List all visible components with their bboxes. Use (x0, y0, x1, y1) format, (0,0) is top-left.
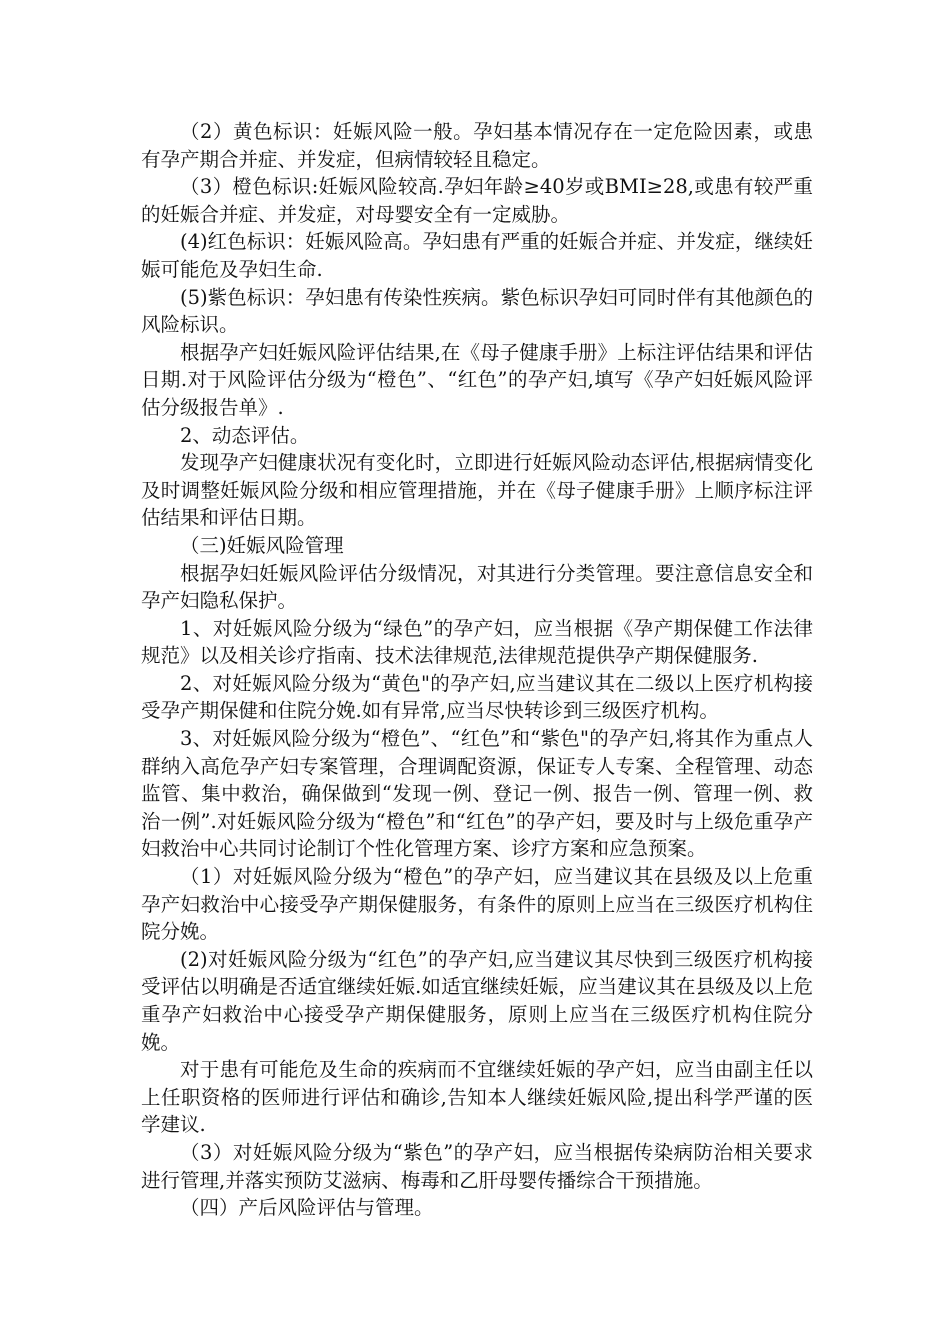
paragraph-high-risk-management: 3、对妊娠风险分级为“橙色”、“红色”和“紫色"的孕产妇,将其作为重点人群纳入高危孕产妇专案管理，合理调配资源，保证专人专案、全程管理、动态监管、集中救治，确保做到“发现一例、登记一例、报告一例、管理一例、救治一例”.对妊娠风险分级为“橙色”和“红色”的孕产妇，要及时与上级危重孕产妇救治中心共同讨论制订个性化管理方案、诊疗方案和应急预案。 (141, 727, 813, 861)
paragraph-green-management: 1、对妊娠风险分级为“绿色”的孕产妇，应当根据《孕产期保健工作法律规范》以及相关诊疗指南、技术法律规范,法律规范提供孕产期保健服务. (141, 616, 813, 668)
paragraph-red-management: (2)对妊娠风险分级为“红色”的孕产妇,应当建议其尽快到三级医疗机构接受评估以明确是否适宜继续妊娠.如适宜继续妊娠，应当建议其在县级及以上危重孕产妇救治中心接受孕产期保健服务，原则上应当在三级医疗机构住院分娩。 (141, 947, 813, 1054)
paragraph-life-threatening: 对于患有可能危及生命的疾病而不宜继续妊娠的孕产妇，应当由副主任以上任职资格的医师进行评估和确诊,告知本人继续妊娠风险,提出科学严谨的医学建议. (141, 1058, 813, 1137)
heading-risk-management: （三)妊娠风险管理 (180, 533, 344, 557)
paragraph-orange-level: （3）橙色标识:妊娠风险较高.孕妇年龄≥40岁或BMI≥28,或患有较严重的妊娠合并症、并发症，对母婴安全有一定威胁。 (141, 175, 813, 226)
paragraph-dynamic-assessment: 发现孕产妇健康状况有变化时，立即进行妊娠风险动态评估,根据病情变化及时调整妊娠风险分级和相应管理措施，并在《母子健康手册》上顺序标注评估结果和评估日期。 (141, 451, 813, 530)
paragraph-classified-management: 根据孕妇妊娠风险评估分级情况，对其进行分类管理。要注意信息安全和孕产妇隐私保护。 (141, 561, 813, 613)
paragraph-purple-management: （3）对妊娠风险分级为“紫色”的孕产妇，应当根据传染病防治相关要求进行管理,并落实预防艾滋病、梅毒和乙肝母婴传播综合干预措施。 (141, 1140, 813, 1192)
paragraph-yellow-level: （2）黄色标识：妊娠风险一般。孕妇基本情况存在一定危险因素，或患有孕产期合并症、并发症，但病情较轻且稳定。 (141, 120, 813, 171)
paragraph-yellow-management: 2、对妊娠风险分级为“黄色"的孕产妇,应当建议其在二级以上医疗机构接受孕产期保健和住院分娩.如有异常,应当尽快转诊到三级医疗机构。 (141, 671, 813, 723)
paragraph-purple-level: (5)紫色标识：孕妇患有传染性疾病。紫色标识孕妇可同时伴有其他颜色的风险标识。 (141, 285, 813, 337)
heading-dynamic-assessment: 2、动态评估。 (180, 423, 310, 447)
paragraph-assessment-record: 根据孕产妇妊娠风险评估结果,在《母子健康手册》上标注评估结果和评估日期.对于风险评估分级为“橙色”、“红色”的孕产妇,填写《孕产妇妊娠风险评估分级报告单》. (141, 340, 813, 419)
heading-postpartum-risk: （四）产后风险评估与管理。 (180, 1196, 434, 1220)
paragraph-orange-management: （1）对妊娠风险分级为“橙色”的孕产妇，应当建议其在县级及以上危重孕产妇救治中心接受孕产期保健服务，有条件的原则上应当在三级医疗机构住院分娩。 (141, 865, 813, 944)
paragraph-red-level: (4)红色标识：妊娠风险高。孕妇患有严重的妊娠合并症、并发症，继续妊娠可能危及孕妇生命. (141, 230, 813, 281)
